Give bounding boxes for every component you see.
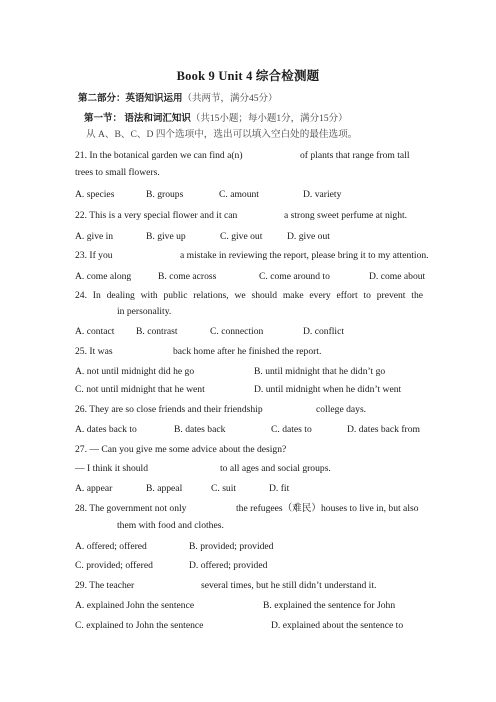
q22-option-b: B. give up xyxy=(146,231,186,242)
q22-stem-a: 22. This is a very special flower and it can xyxy=(75,210,238,221)
q27-option-d: D. fit xyxy=(269,483,290,494)
q23-option-a: A. come along xyxy=(75,271,132,282)
q28-stem-a: 28. The government not only xyxy=(75,503,187,514)
q21-option-c: C. amount xyxy=(219,189,259,200)
q26-option-b: B. dates back xyxy=(174,424,226,435)
instruction: 从 A、B、C、D 四个选项中，选出可以填入空白处的最佳选项。 xyxy=(86,129,358,140)
q28-option-c: C. provided; offered xyxy=(75,560,153,571)
q27-option-c: C. suit xyxy=(211,483,237,494)
page-title: Book 9 Unit 4 综合检测题 xyxy=(176,69,320,83)
q21-option-b: B. groups xyxy=(146,189,184,200)
q27-line1: 27. — Can you give me some advice about the design? xyxy=(75,444,287,455)
q22-stem-b: a strong sweet perfume at night. xyxy=(284,210,408,221)
q29-stem-b: several times, but he still didn’t understand it. xyxy=(201,580,377,591)
q25-stem-b: back home after he finished the report. xyxy=(173,346,322,357)
part-heading-note: （共两节，满分45分） xyxy=(182,94,278,104)
q26-option-d: D. dates back from xyxy=(347,424,420,435)
q25-option-b: B. until midnight that he didn’t go xyxy=(254,366,386,377)
q23-stem-a: 23. If you xyxy=(75,250,113,261)
q29-option-c: C. explained to John the sentence xyxy=(75,620,204,631)
q28-option-b: B. provided; provided xyxy=(189,541,274,552)
q24-option-a: A. contact xyxy=(75,326,115,337)
q25-option-a: A. not until midnight did he go xyxy=(75,366,195,377)
q26-option-a: A. dates back to xyxy=(75,424,137,435)
q21-stem-c: trees to small flowers. xyxy=(75,167,160,178)
q28-stem-c: them with food and clothes. xyxy=(117,520,224,531)
q21-stem-a: 21. In the botanical garden we can find a(n) xyxy=(75,150,243,161)
q25-option-c: C. not until midnight that he went xyxy=(75,384,205,395)
section-heading xyxy=(84,110,348,124)
q24-stem-c: in personality. xyxy=(117,306,172,317)
part-heading-label: 第二部分：英语知识运用 xyxy=(78,94,183,104)
q24-option-c: C. connection xyxy=(210,326,264,337)
q29-option-b: B. explained the sentence for John xyxy=(263,600,396,611)
q28-stem-b: the refugees（难民）houses to live in, but also xyxy=(236,503,419,514)
q27-option-a: A. appear xyxy=(75,483,113,494)
q21-option-d: D. variety xyxy=(303,189,342,200)
q24-option-b: B. contrast xyxy=(136,326,178,337)
q23-option-c: C. come around to xyxy=(259,271,330,282)
q24-stem-a: 24. In dealing with public relations, we should make every effort to prevent the xyxy=(75,290,423,301)
section-heading-label: 第一节： 语法和词汇知识 xyxy=(84,114,191,124)
q25-stem-a: 25. It was xyxy=(75,346,113,357)
q22-option-a: A. give in xyxy=(75,231,114,242)
q24-option-d: D. conflict xyxy=(303,326,345,337)
q22-option-c: C. give out xyxy=(220,231,263,242)
q21-option-a: A. species xyxy=(75,189,115,200)
q25-option-d: D. until midnight when he didn’t went xyxy=(254,384,402,395)
q28-option-a: A. offered; offered xyxy=(75,541,147,552)
q26-stem-b: college days. xyxy=(316,404,367,415)
q21-stem-b: of plants that range from tall xyxy=(300,150,410,161)
q23-option-d: D. come about xyxy=(369,271,426,282)
section-heading-note: （共15小题；每小题1分，满分15分） xyxy=(190,114,348,124)
q26-stem-a: 26. They are so close friends and their friendship xyxy=(75,404,263,415)
q23-stem-b: a mistake in reviewing the report, please bring it to my attention. xyxy=(180,250,429,261)
q22-option-d: D. give out xyxy=(287,231,330,242)
part-heading xyxy=(78,90,278,104)
q23-option-b: B. come across xyxy=(158,271,217,282)
q29-option-d: D. explained about the sentence to xyxy=(271,620,404,631)
q28-option-d: D. offered; provided xyxy=(189,560,268,571)
q29-option-a: A. explained John the sentence xyxy=(75,600,195,611)
q26-option-c: C. dates to xyxy=(271,424,312,435)
q27-line2-a: — I think it should xyxy=(75,463,149,474)
q27-option-b: B. appeal xyxy=(146,483,183,494)
q29-stem-a: 29. The teacher xyxy=(75,580,135,591)
q27-line2-b: to all ages and social groups. xyxy=(220,463,331,474)
